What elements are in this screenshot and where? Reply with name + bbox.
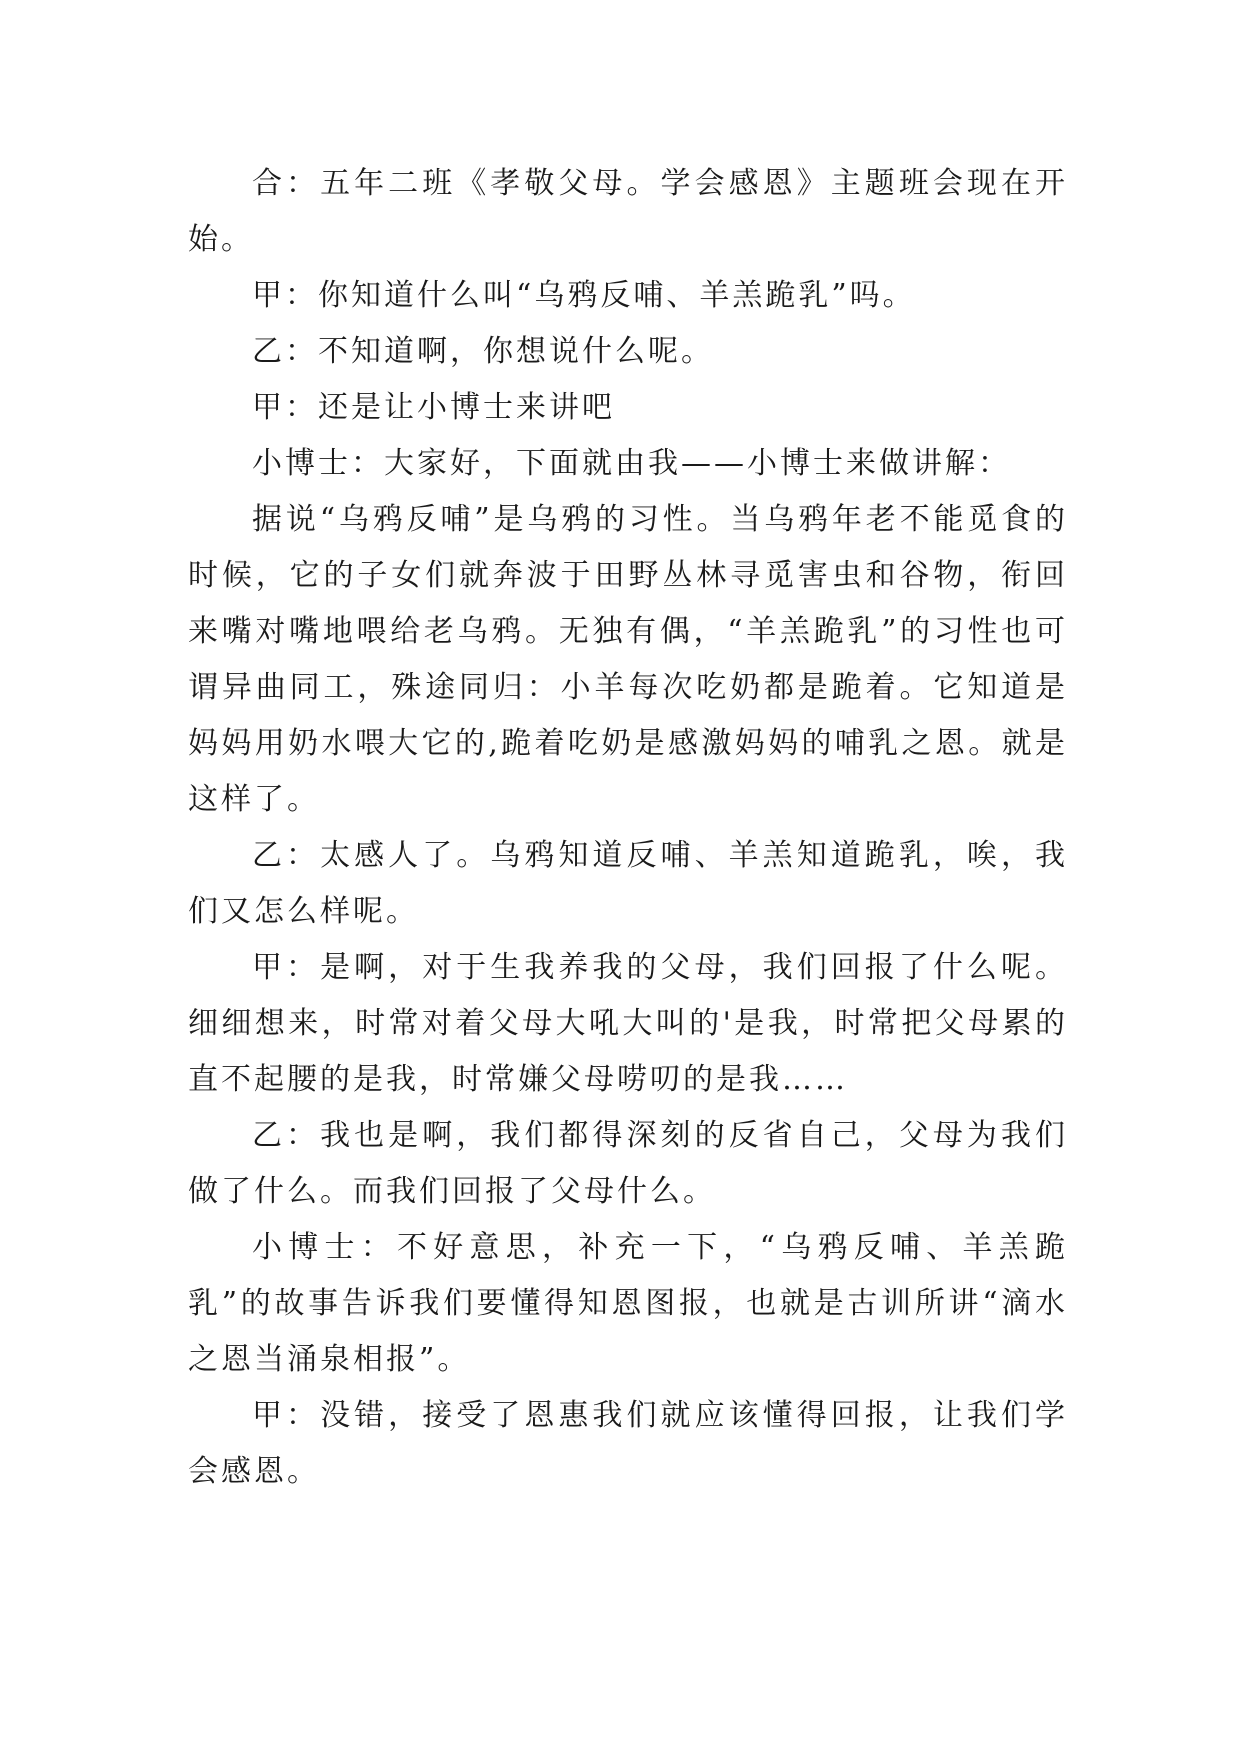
paragraph-doctor-supplement: 小博士：不好意思，补充一下，“乌鸦反哺、羊羔跪乳”的故事告诉我们要懂得知恩图报，也就是古训所讲“滴水之恩当涌泉相报”。	[188, 1230, 1068, 1377]
paragraph-yi-reply: 乙：不知道啊，你想说什么呢。	[252, 334, 714, 369]
paragraph-jia-question: 甲：你知道什么叫“乌鸦反哺、羊羔跪乳”吗。	[252, 278, 916, 313]
document-body	[188, 156, 1068, 1500]
paragraph-doctor-intro: 小博士：大家好，下面就由我——小博士来做讲解：	[252, 446, 1011, 481]
paragraph-yi-reflection: 乙：太感人了。乌鸦知道反哺、羊羔知道跪乳，唉，我们又怎么样呢。	[188, 838, 1068, 929]
paragraph-doctor-explanation: 据说“乌鸦反哺”是乌鸦的习性。当乌鸦年老不能觅食的时候，它的子女们就奔波于田野丛林寻觅害虫和谷物，衔回来嘴对嘴地喂给老乌鸦。无独有偶，“羊羔跪乳”的习性也可谓异曲同工，殊途同归：小羊每次吃奶都是跪着。它知道是妈妈用奶水喂大它的,跪着吃奶是感激妈妈的哺乳之恩。就是这样了。	[188, 502, 1068, 817]
paragraph-jia-reflection: 甲：是啊，对于生我养我的父母，我们回报了什么呢。细细想来，时常对着父母大吼大叫的'是我，时常把父母累的直不起腰的是我，时常嫌父母唠叨的是我……	[188, 950, 1068, 1097]
paragraph-opening: 合：五年二班《孝敬父母。学会感恩》主题班会现在开始。	[188, 166, 1068, 257]
paragraph-jia-conclusion: 甲：没错，接受了恩惠我们就应该懂得回报，让我们学会感恩。	[188, 1398, 1068, 1489]
paragraph-yi-agreement: 乙：我也是啊，我们都得深刻的反省自己，父母为我们做了什么。而我们回报了父母什么。	[188, 1118, 1068, 1209]
paragraph-jia-invite: 甲：还是让小博士来讲吧	[252, 390, 615, 425]
